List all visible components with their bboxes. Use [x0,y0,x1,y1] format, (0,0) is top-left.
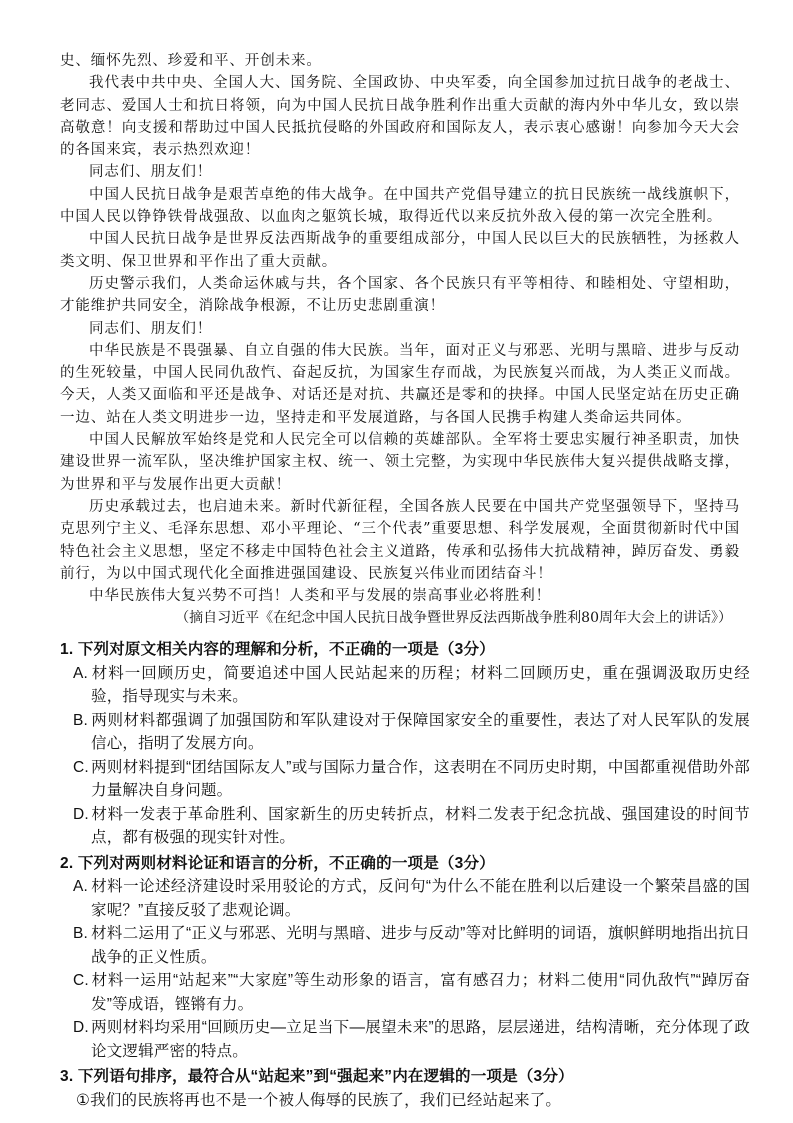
passage-paragraph: 中国人民解放军始终是党和人民完全可以信赖的英雄部队。全军将士要忠实履行神圣职责，加快建设世界一流军队，坚决维护国家主权、统一、领土完整，为实现中华民族伟大复兴提供战略支撑，为世界和平与发展作出更大贡献！ [60,432,740,493]
passage-paragraph: 历史承载过去，也启迪未来。新时代新征程，全国各族人民要在中国共产党坚强领导下，坚持马克思列宁主义、毛泽东思想、邓小平理论、“三个代表”重要思想、科学发展观，全面贯彻新时代中国特色社会主义思想，坚定不移走中国特色社会主义道路，传承和弘扬伟大抗战精神，踔厉奋发、勇毅前行，为以中国式现代化全面推进强国建设、民族复兴伟业而团结奋斗！ [60,498,740,582]
option-label: B. [73,925,89,942]
question-3 [60,1065,750,1112]
option-label: C. [73,972,89,989]
passage-paragraph: 中华民族是不畏强暴、自立自强的伟大民族。当年，面对正义与邪恶、光明与黑暗、进步与反动的生死较量，中国人民同仇敌忾、奋起反抗，为国家生存而战，为民族复兴而战，为人类正义而战。今天，人类又面临和平还是战争、对话还是对抗、共赢还是零和的抉择。中国人民坚定站在历史正确一边、站在人类文明进步一边，坚持走和平发展道路，与各国人民携手构建人类命运共同体。 [60,342,740,426]
option-label: D. [73,805,89,823]
option-text: 两则材料提到“团结国际友人”或与国际力量合作，这表明在不同历史时期，中国都重视借助外部力量解决自身问题。 [91,758,750,799]
option-d [60,803,750,850]
option-label: A. [73,664,89,682]
option-b [60,709,750,756]
passage-paragraph: 同志们、朋友们！ [89,164,213,181]
option-text: 两则材料均采用“回顾历史—立足当下—展望未来”的思路，层层递进，结构清晰，充分体现了政论文逻辑严密的特点。 [91,1019,750,1060]
option-a [60,875,750,922]
option-c [60,969,750,1016]
question-section [60,636,750,1112]
option-text: 两则材料都强调了加强国防和军队建设对于保障国家安全的重要性，表达了对人民军队的发展信心，指明了发展方向。 [91,711,750,752]
option-text: 材料一运用“站起来”“大家庭”等生动形象的语言，富有感召力；材料二使用“同仇敌忾”“踔厉奋发”等成语，铿锵有力。 [91,972,750,1013]
passage-paragraph: 中国人民抗日战争是世界反法西斯战争的重要组成部分，中国人民以巨大的民族牺牲，为拯救人类文明、保卫世界和平作出了重大贡献。 [60,231,740,270]
option-d [60,1016,750,1063]
passage-paragraph: 中华民族伟大复兴势不可挡！人类和平与发展的崇高事业必将胜利！ [89,588,551,605]
option-label: D. [73,1019,89,1036]
passage-paragraph: 中国人民抗日战争是艰苦卓绝的伟大战争。在中国共产党倡导建立的抗日民族统一战线旗帜下，中国人民以铮铮铁骨战强敌、以血肉之躯筑长城，取得近代以来反抗外敌入侵的第一次完全胜利。 [60,186,740,226]
option-label: A. [73,878,89,895]
question-2 [60,852,750,1064]
sentence-item-1: ①我们的民族将再也不是一个被人侮辱的民族了，我们已经站起来了。 [76,1091,562,1109]
question-1 [60,638,750,850]
passage-paragraph: 历史警示我们，人类命运休戚与共，各个国家、各个民族只有平等相待、和睦相处、守望相助，才能维护共同安全，消除战争根源，不让历史悲剧重演！ [60,275,740,315]
passage-paragraph: 我代表中共中央、全国人大、国务院、全国政协、中央军委，向全国参加过抗日战争的老战士、老同志、爱国人士和抗日将领，向为中国人民抗日战争胜利作出重大贡献的海内外中华儿女，致以崇高敬意！向支援和帮助过中国人民抵抗侵略的外国政府和国际友人，表示衷心感谢！向参加今天大会的各国来宾，表示热烈欢迎！ [60,75,740,159]
question-title: 2. 下列对两则材料论证和语言的分析，不正确的一项是（3分） [60,854,495,872]
option-text: 材料二运用了“正义与邪恶、光明与黑暗、进步与反动”等对比鲜明的词语，旗帜鲜明地指出抗日战争的正义性质。 [91,925,750,966]
option-a [60,662,750,709]
option-label: B. [73,711,89,729]
question-title: 1. 下列对原文相关内容的理解和分析，不正确的一项是（3分） [60,641,495,658]
passage-source-citation: （摘自习近平《在纪念中国人民抗日战争暨世界反法西斯战争胜利80周年大会上的讲话》） [175,610,732,627]
passage-paragraph: 同志们、朋友们！ [89,320,213,337]
option-b [60,922,750,969]
option-text: 材料一发表于革命胜利、国家新生的历史转折点，材料二发表于纪念抗战、强国建设的时间节点，都有极强的现实针对性。 [91,805,750,846]
option-label: C. [73,758,89,776]
question-title: 3. 下列语句排序，最符合从“站起来”到“强起来”内在逻辑的一项是（3分） [60,1068,574,1085]
reading-passage [60,50,740,630]
option-c [60,756,750,803]
option-text: 材料一回顾历史，简要追述中国人民站起来的历程；材料二回顾历史，重在强调汲取历史经验，指导现实与未来。 [91,664,750,705]
passage-paragraph: 史、缅怀先烈、珍爱和平、开创未来。 [60,53,322,69]
option-text: 材料一论述经济建设时采用驳论的方式，反问句“为什么不能在胜利以后建设一个繁荣昌盛的国家呢？”直接反驳了悲观论调。 [91,878,750,919]
